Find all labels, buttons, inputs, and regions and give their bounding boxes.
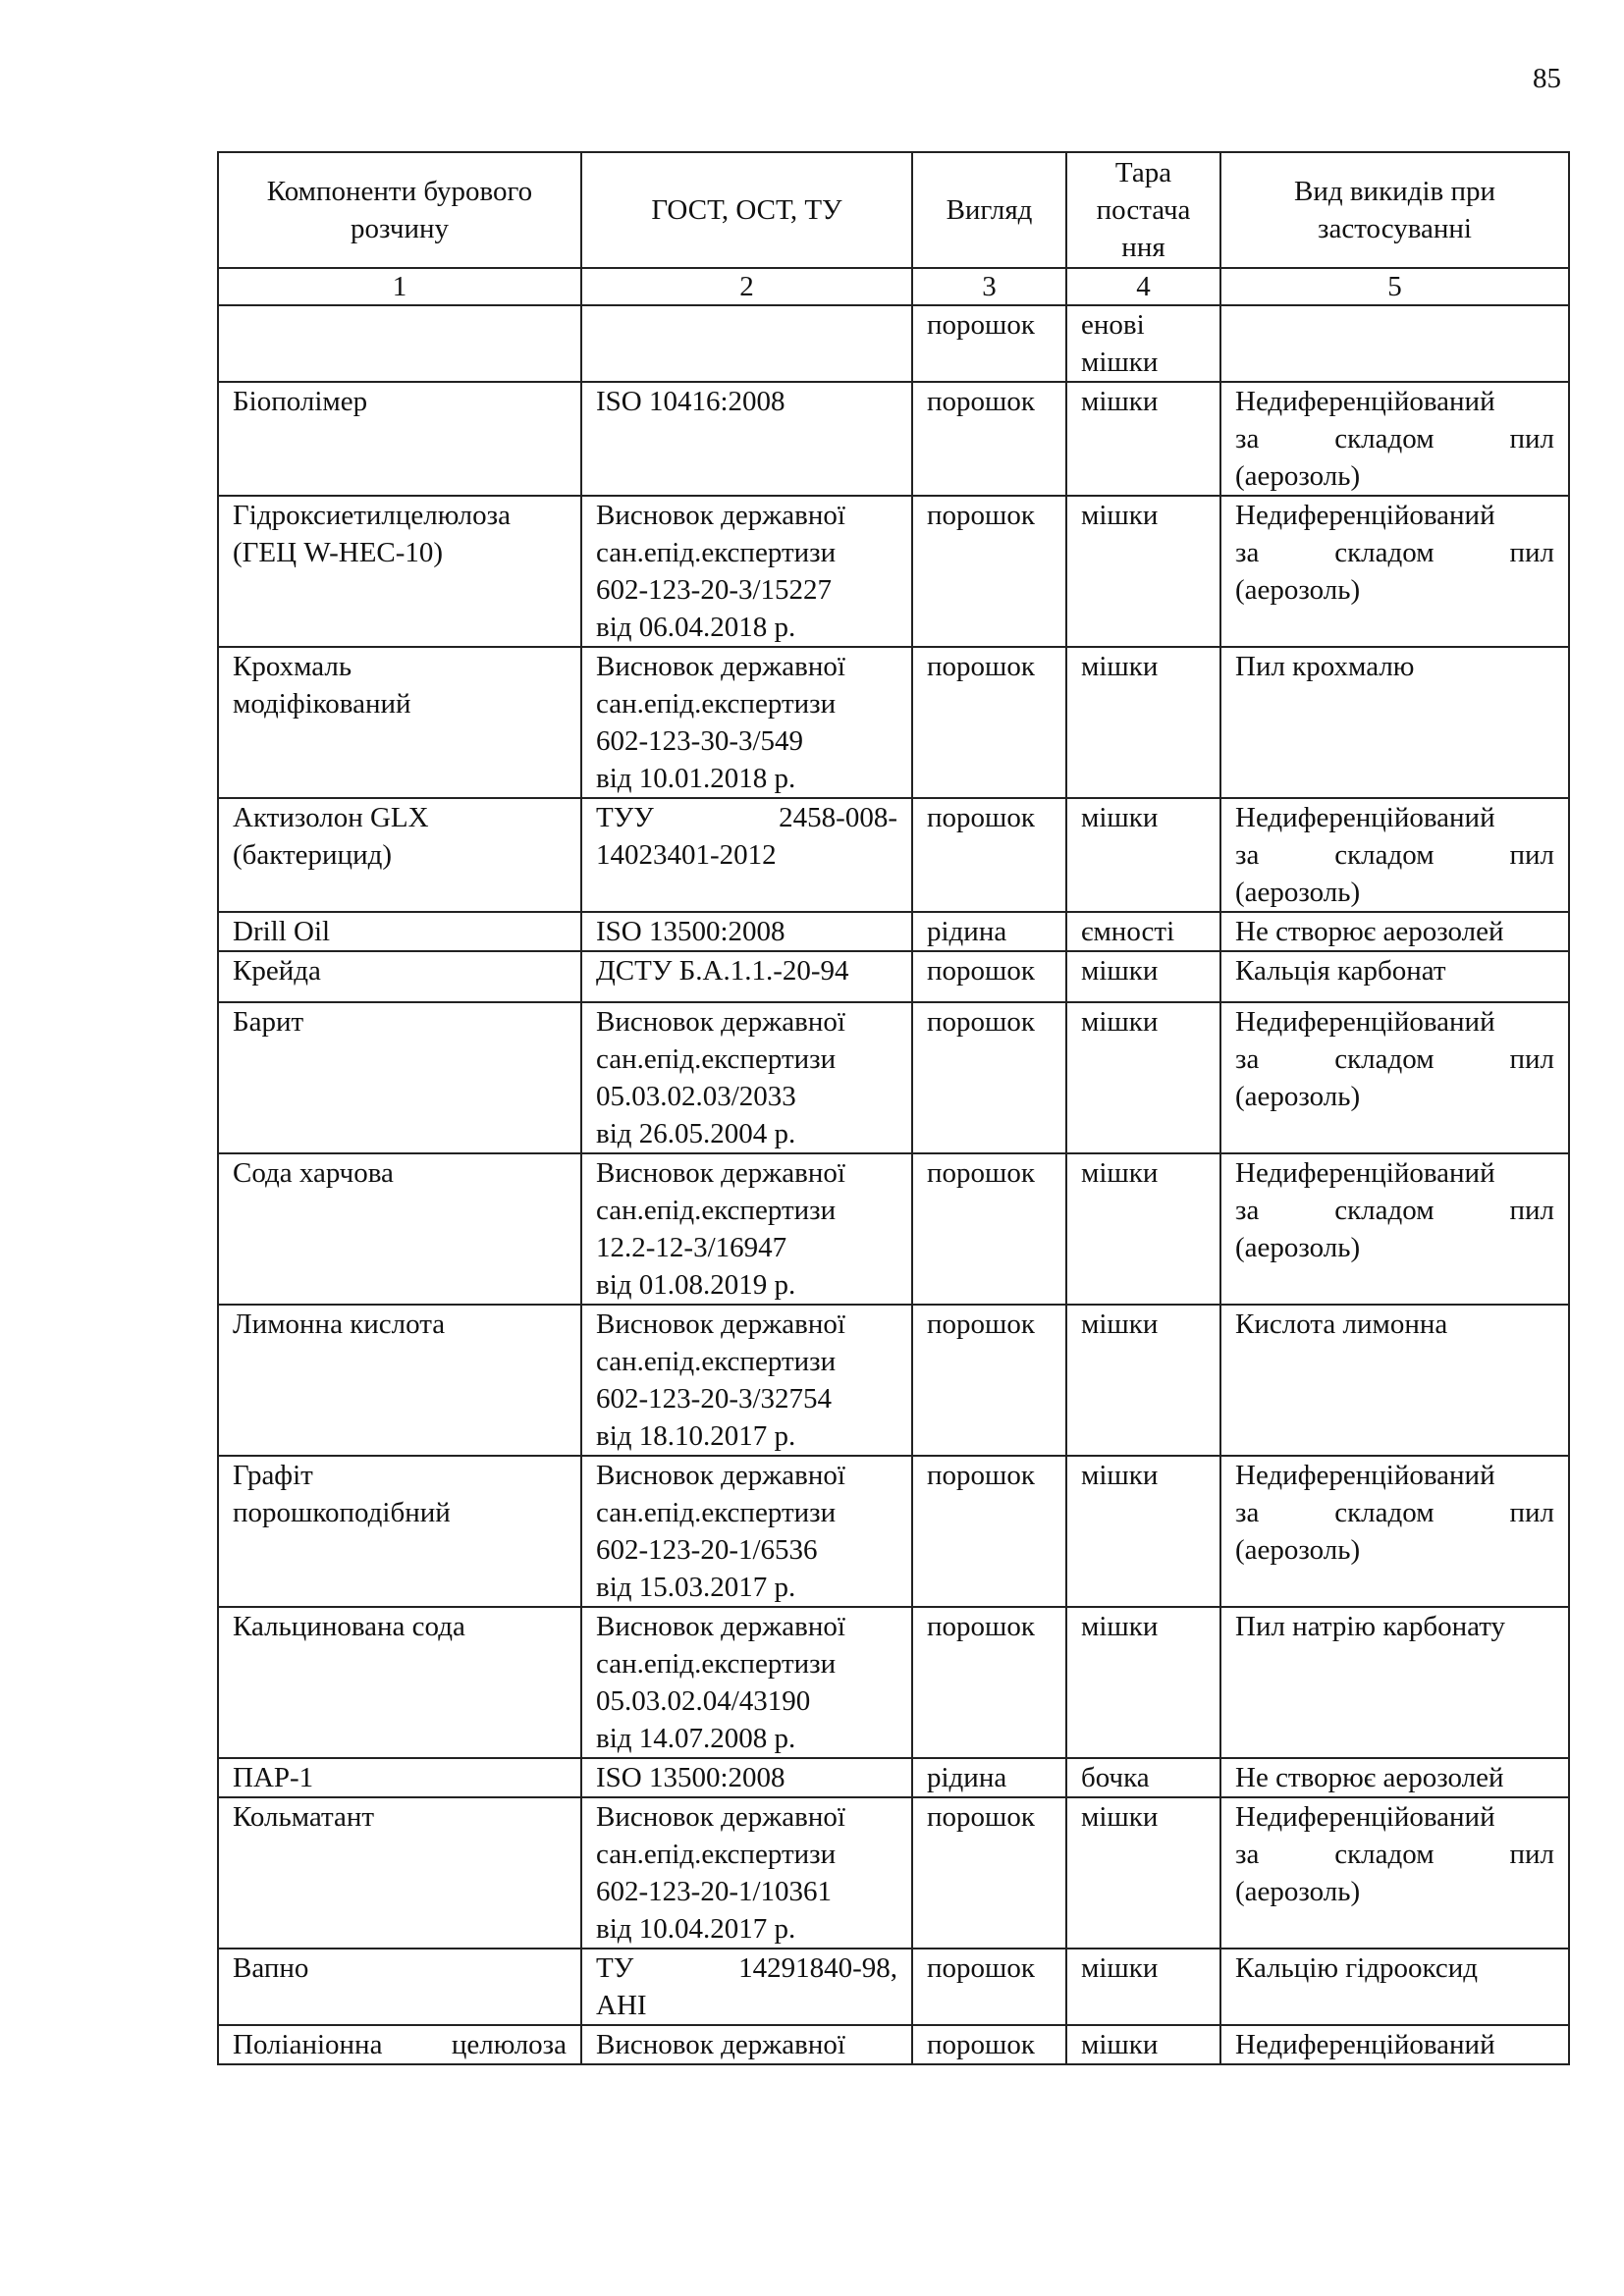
standard-cell	[581, 1456, 912, 1607]
packaging-cell	[1066, 1949, 1220, 2025]
packaging-cell	[1066, 305, 1220, 382]
cell-line: (бактерицид)	[233, 839, 393, 871]
cell-line: Крейда	[233, 955, 321, 987]
cell-line: рідина	[927, 916, 1007, 947]
cell-line: (аерозоль)	[1235, 574, 1361, 606]
emission-cell	[1220, 1153, 1569, 1305]
cell-line: Лимонна кислота	[233, 1308, 446, 1340]
standard-cell	[581, 1002, 912, 1153]
cell-line: Недиференційований	[1235, 500, 1495, 531]
cell-line: мішки	[1081, 1952, 1159, 1984]
cell-line: сан.епід.експертизи	[596, 1043, 837, 1075]
cell-line: мішки	[1081, 2029, 1159, 2060]
cell-line: порошок	[927, 1611, 1035, 1642]
drilling-fluid-components-table	[217, 151, 1570, 2065]
component-cell	[218, 1607, 581, 1758]
header-standard: ГОСТ, ОСТ, ТУ	[581, 152, 912, 268]
cell-line: 602-123-20-3/32754	[596, 1383, 833, 1415]
cell-line: сан.епід.експертизи	[596, 688, 837, 720]
cell-line: Висновок державної	[596, 1460, 845, 1491]
cell-line: порошок	[927, 651, 1035, 682]
cell-line: мішки	[1081, 386, 1159, 417]
emission-cell	[1220, 496, 1569, 647]
table-row	[218, 1305, 1569, 1456]
cell-line: від 26.05.2004 р.	[596, 1118, 796, 1149]
cell-line: мішки	[1081, 1157, 1159, 1189]
cell-line: 05.03.02.04/43190	[596, 1685, 811, 1717]
table-row	[218, 382, 1569, 496]
form-cell	[912, 496, 1066, 647]
cell-line: модіфікований	[233, 688, 411, 720]
form-cell	[912, 2025, 1066, 2064]
cell-line: за складом пил	[1235, 423, 1554, 454]
cell-line: (аерозоль)	[1235, 1534, 1361, 1566]
form-cell	[912, 1153, 1066, 1305]
cell-line: Вапно	[233, 1952, 309, 1984]
cell-line: порошок	[927, 1801, 1035, 1833]
component-cell	[218, 951, 581, 1002]
table-row	[218, 1153, 1569, 1305]
component-cell	[218, 496, 581, 647]
cell-line: енові	[1081, 309, 1145, 341]
cell-line: Біополімер	[233, 386, 368, 417]
standard-cell	[581, 1758, 912, 1797]
component-cell	[218, 382, 581, 496]
cell-line: Актизолон GLX	[233, 802, 429, 833]
packaging-cell	[1066, 1153, 1220, 1305]
cell-line: порошок	[927, 386, 1035, 417]
cell-line: за складом пил	[1235, 537, 1554, 568]
emission-cell	[1220, 1797, 1569, 1949]
component-cell	[218, 2025, 581, 2064]
component-cell	[218, 1949, 581, 2025]
packaging-cell	[1066, 1002, 1220, 1153]
cell-line: Гідроксиетилцелюлоза	[233, 500, 511, 531]
cell-line: ТУУ 2458-008-	[596, 802, 897, 833]
standard-cell	[581, 951, 912, 1002]
cell-line: Кислота лимонна	[1235, 1308, 1448, 1340]
form-cell	[912, 382, 1066, 496]
form-cell	[912, 1949, 1066, 2025]
cell-line: ISO 13500:2008	[596, 916, 785, 947]
emission-cell	[1220, 1305, 1569, 1456]
table-row	[218, 305, 1569, 382]
column-number: 3	[912, 268, 1066, 305]
standard-cell	[581, 647, 912, 798]
emission-cell	[1220, 382, 1569, 496]
table-row	[218, 1949, 1569, 2025]
standard-cell	[581, 1797, 912, 1949]
cell-line: порошок	[927, 1308, 1035, 1340]
cell-line: 05.03.02.03/2033	[596, 1081, 796, 1112]
cell-line: мішки	[1081, 651, 1159, 682]
standard-cell	[581, 798, 912, 912]
column-number-row	[218, 268, 1569, 305]
cell-line: мішки	[1081, 1308, 1159, 1340]
cell-line: ПАР-1	[233, 1762, 314, 1793]
cell-line: Крохмаль	[233, 651, 352, 682]
cell-line: сан.епід.експертизи	[596, 1497, 837, 1528]
component-cell	[218, 798, 581, 912]
standard-cell	[581, 1153, 912, 1305]
cell-line: порошок	[927, 1157, 1035, 1189]
table-row	[218, 798, 1569, 912]
component-cell	[218, 1305, 581, 1456]
form-cell	[912, 1797, 1066, 1949]
cell-line: Висновок державної	[596, 1157, 845, 1189]
cell-line: сан.епід.експертизи	[596, 1195, 837, 1226]
cell-line: Кальцинована сода	[233, 1611, 465, 1642]
standard-cell	[581, 496, 912, 647]
cell-line: від 15.03.2017 р.	[596, 1572, 796, 1603]
cell-line: від 14.07.2008 р.	[596, 1723, 796, 1754]
cell-line: Недиференційований	[1235, 1460, 1495, 1491]
cell-line: ТУ 14291840-98,	[596, 1952, 897, 1984]
cell-line: АНІ	[596, 1990, 647, 2021]
component-cell	[218, 647, 581, 798]
cell-line: за складом пил	[1235, 1497, 1554, 1528]
table-header-row	[218, 152, 1569, 268]
table-row	[218, 912, 1569, 951]
table-row	[218, 2025, 1569, 2064]
component-cell	[218, 1456, 581, 1607]
cell-line: Не створює аерозолей	[1235, 916, 1504, 947]
component-cell	[218, 1153, 581, 1305]
emission-cell	[1220, 1758, 1569, 1797]
cell-line: Недиференційований	[1235, 1801, 1495, 1833]
column-number: 1	[218, 268, 581, 305]
cell-line: (аерозоль)	[1235, 1876, 1361, 1907]
standard-cell	[581, 2025, 912, 2064]
cell-line: від 06.04.2018 р.	[596, 612, 796, 643]
form-cell	[912, 798, 1066, 912]
emission-cell	[1220, 912, 1569, 951]
cell-line: 602-123-20-3/15227	[596, 574, 833, 606]
cell-line: ДСТУ Б.А.1.1.-20-94	[596, 955, 849, 987]
cell-line: мішки	[1081, 1006, 1159, 1038]
cell-line: за складом пил	[1235, 1195, 1554, 1226]
cell-line: Висновок державної	[596, 1006, 845, 1038]
component-cell	[218, 912, 581, 951]
standard-cell	[581, 912, 912, 951]
cell-line: (аерозоль)	[1235, 877, 1361, 908]
cell-line: (аерозоль)	[1235, 1081, 1361, 1112]
component-cell	[218, 1002, 581, 1153]
form-cell	[912, 1002, 1066, 1153]
cell-line: ISO 10416:2008	[596, 386, 785, 417]
cell-line: порошок	[927, 500, 1035, 531]
packaging-cell	[1066, 1456, 1220, 1607]
packaging-cell	[1066, 798, 1220, 912]
cell-line: порошок	[927, 2029, 1035, 2060]
cell-line: порошок	[927, 802, 1035, 833]
form-cell	[912, 951, 1066, 1002]
emission-cell	[1220, 305, 1569, 382]
cell-line: Пил натрію карбонату	[1235, 1611, 1506, 1642]
cell-line: мішки	[1081, 1611, 1159, 1642]
cell-line: мішки	[1081, 1801, 1159, 1833]
page-number: 85	[1533, 63, 1561, 94]
packaging-cell	[1066, 647, 1220, 798]
column-number: 4	[1066, 268, 1220, 305]
form-cell	[912, 1456, 1066, 1607]
cell-line: 602-123-20-1/10361	[596, 1876, 833, 1907]
cell-line: (ГЕЦ W-HEC-10)	[233, 537, 444, 568]
standard-cell	[581, 382, 912, 496]
column-number: 2	[581, 268, 912, 305]
cell-line: ISO 13500:2008	[596, 1762, 785, 1793]
cell-line: 602-123-30-3/549	[596, 725, 804, 757]
standard-cell	[581, 1949, 912, 2025]
table-row	[218, 1758, 1569, 1797]
emission-cell	[1220, 798, 1569, 912]
column-number: 5	[1220, 268, 1569, 305]
cell-line: від 18.10.2017 р.	[596, 1420, 796, 1452]
header-emission: Вид викидів при застосуванні	[1220, 152, 1569, 268]
packaging-cell	[1066, 1758, 1220, 1797]
cell-line: мішки	[1081, 500, 1159, 531]
table-row	[218, 1607, 1569, 1758]
cell-line: Висновок державної	[596, 500, 845, 531]
table-row	[218, 951, 1569, 1002]
component-cell	[218, 1758, 581, 1797]
cell-line: Сода харчова	[233, 1157, 394, 1189]
cell-line: порошок	[927, 1952, 1035, 1984]
emission-cell	[1220, 1607, 1569, 1758]
cell-line: сан.епід.експертизи	[596, 1648, 837, 1680]
packaging-cell	[1066, 496, 1220, 647]
cell-line: за складом пил	[1235, 1043, 1554, 1075]
standard-cell	[581, 305, 912, 382]
packaging-cell	[1066, 2025, 1220, 2064]
table-row	[218, 1456, 1569, 1607]
cell-line: Кальцію гідрооксид	[1235, 1952, 1478, 1984]
cell-line: Висновок державної	[596, 1611, 845, 1642]
cell-line: мішки	[1081, 347, 1159, 378]
packaging-cell	[1066, 1797, 1220, 1949]
cell-line: Поліаніонна целюлоза	[233, 2029, 567, 2060]
cell-line: сан.епід.експертизи	[596, 537, 837, 568]
cell-line: 12.2-12-3/16947	[596, 1232, 787, 1263]
form-cell	[912, 305, 1066, 382]
cell-line: Висновок державної	[596, 1308, 845, 1340]
cell-line: Пил крохмалю	[1235, 651, 1415, 682]
emission-cell	[1220, 2025, 1569, 2064]
cell-line: Кальція карбонат	[1235, 955, 1446, 987]
cell-line: мішки	[1081, 802, 1159, 833]
cell-line: Не створює аерозолей	[1235, 1762, 1504, 1793]
cell-line: Недиференційований	[1235, 1006, 1495, 1038]
cell-line: ємності	[1081, 916, 1175, 947]
cell-line: Барит	[233, 1006, 304, 1038]
cell-line: Недиференційований	[1235, 802, 1495, 833]
emission-cell	[1220, 1949, 1569, 2025]
table-row	[218, 496, 1569, 647]
cell-line: за складом пил	[1235, 839, 1554, 871]
cell-line: (аерозоль)	[1235, 460, 1361, 492]
cell-line: бочка	[1081, 1762, 1150, 1793]
form-cell	[912, 1305, 1066, 1456]
table-body	[218, 305, 1569, 2064]
form-cell	[912, 912, 1066, 951]
header-form: Вигляд	[912, 152, 1066, 268]
packaging-cell	[1066, 1305, 1220, 1456]
standard-cell	[581, 1305, 912, 1456]
cell-line: Недиференційований	[1235, 2029, 1495, 2060]
header-packaging: Тара постача ння	[1066, 152, 1220, 268]
packaging-cell	[1066, 912, 1220, 951]
cell-line: від 01.08.2019 р.	[596, 1269, 796, 1301]
cell-line: Drill Oil	[233, 916, 331, 947]
cell-line: Висновок державної	[596, 651, 845, 682]
emission-cell	[1220, 951, 1569, 1002]
emission-cell	[1220, 1456, 1569, 1607]
standard-cell	[581, 1607, 912, 1758]
cell-line: сан.епід.експертизи	[596, 1346, 837, 1377]
cell-line: Висновок державної	[596, 1801, 845, 1833]
form-cell	[912, 1758, 1066, 1797]
form-cell	[912, 1607, 1066, 1758]
cell-line: Графіт	[233, 1460, 313, 1491]
component-cell	[218, 1797, 581, 1949]
cell-line: 14023401-2012	[596, 839, 777, 871]
cell-line: порошок	[927, 1006, 1035, 1038]
packaging-cell	[1066, 1607, 1220, 1758]
cell-line: мішки	[1081, 955, 1159, 987]
cell-line: Висновок державної	[596, 2029, 845, 2060]
table-row	[218, 1797, 1569, 1949]
cell-line: рідина	[927, 1762, 1007, 1793]
cell-line: порошок	[927, 309, 1035, 341]
emission-cell	[1220, 1002, 1569, 1153]
cell-line: (аерозоль)	[1235, 1232, 1361, 1263]
packaging-cell	[1066, 951, 1220, 1002]
table-row	[218, 1002, 1569, 1153]
emission-cell	[1220, 647, 1569, 798]
cell-line: за складом пил	[1235, 1839, 1554, 1870]
cell-line: Недиференційований	[1235, 1157, 1495, 1189]
cell-line: мішки	[1081, 1460, 1159, 1491]
table-row	[218, 647, 1569, 798]
header-component: Компоненти бурового розчину	[218, 152, 581, 268]
cell-line: Кольматант	[233, 1801, 375, 1833]
cell-line: сан.епід.експертизи	[596, 1839, 837, 1870]
packaging-cell	[1066, 382, 1220, 496]
cell-line: порошок	[927, 1460, 1035, 1491]
cell-line: 602-123-20-1/6536	[596, 1534, 818, 1566]
cell-line: порошкоподібний	[233, 1497, 451, 1528]
cell-line: Недиференційований	[1235, 386, 1495, 417]
component-cell	[218, 305, 581, 382]
cell-line: від 10.04.2017 р.	[596, 1913, 796, 1945]
cell-line: порошок	[927, 955, 1035, 987]
cell-line: від 10.01.2018 р.	[596, 763, 796, 794]
form-cell	[912, 647, 1066, 798]
